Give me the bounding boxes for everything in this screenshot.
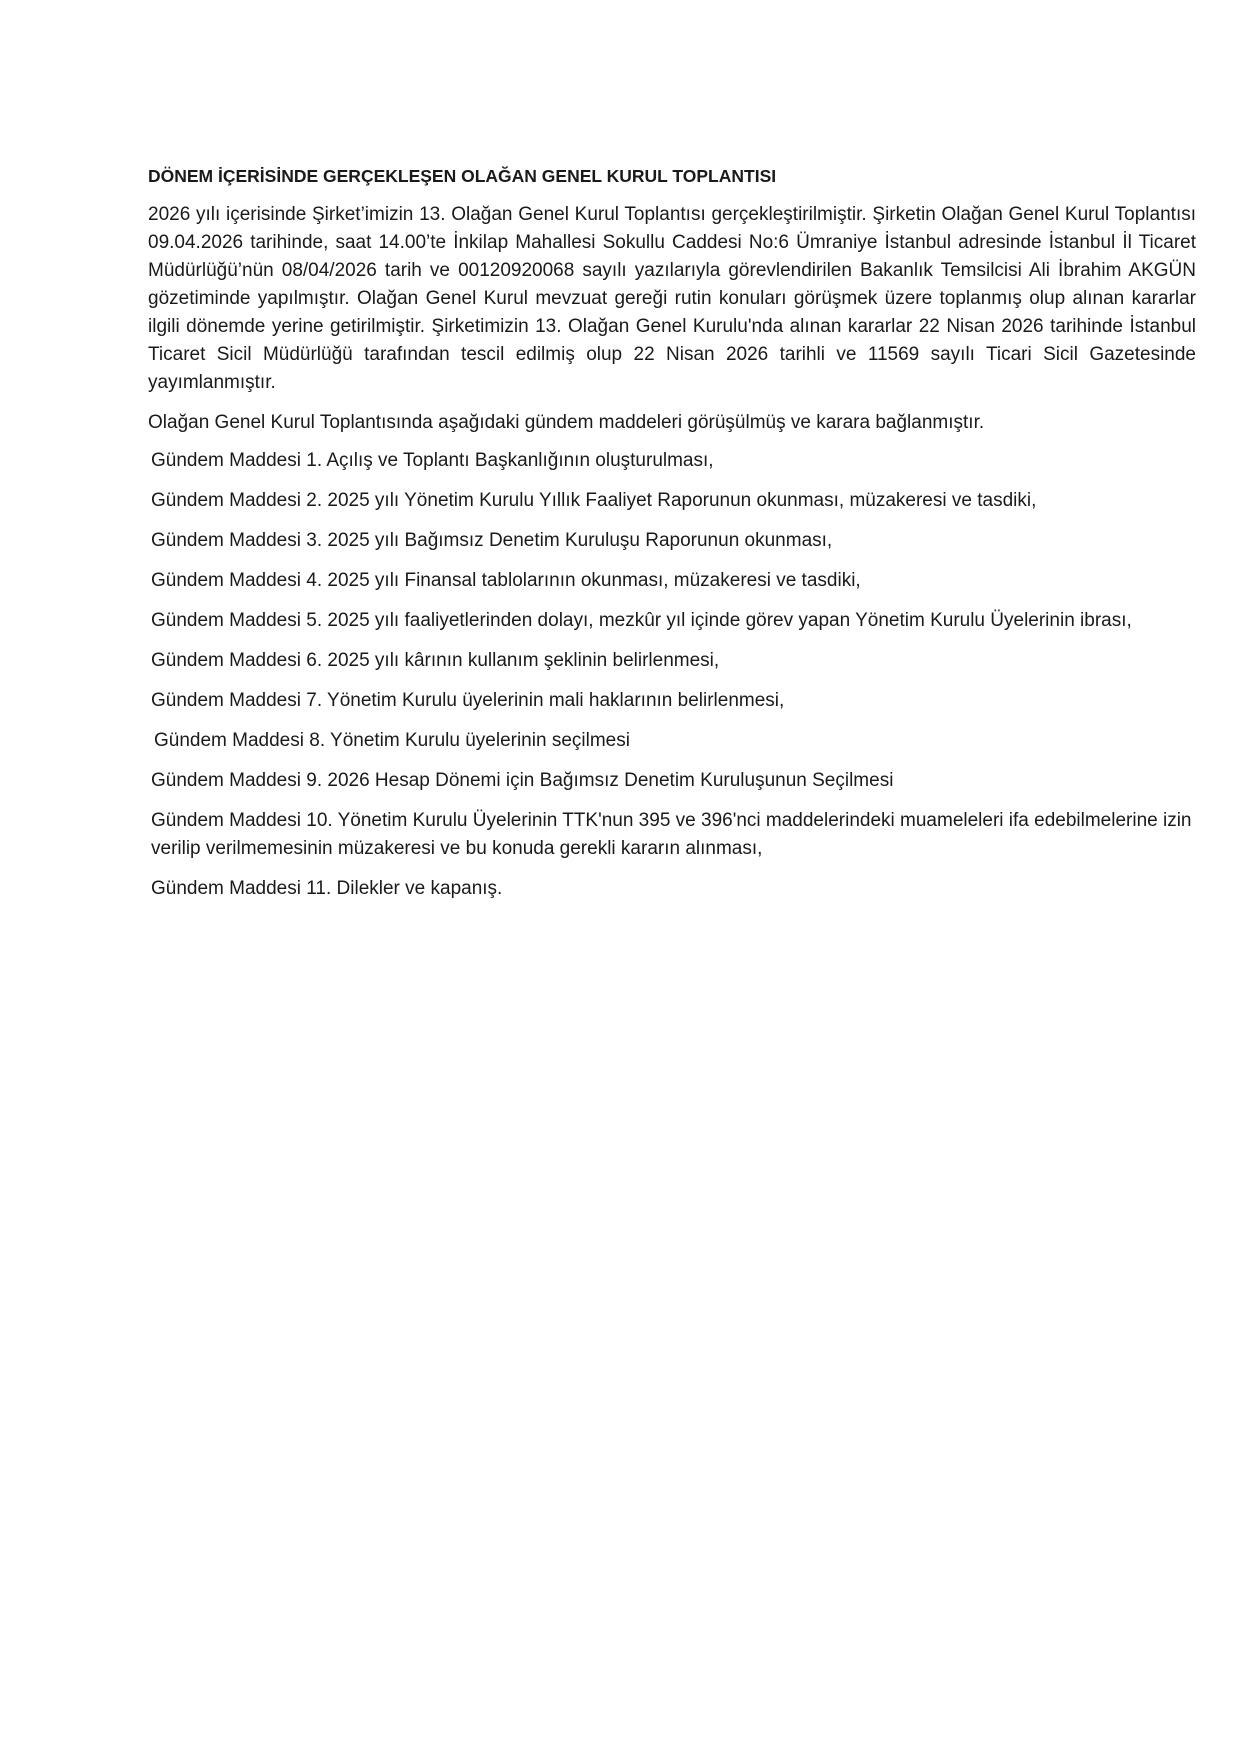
agenda-item-11: Gündem Maddesi 11. Dilekler ve kapanış. xyxy=(151,878,503,899)
agenda-item-8: Gündem Maddesi 8. Yönetim Kurulu üyelerinin seçilmesi xyxy=(154,730,630,751)
agenda-item-4: Gündem Maddesi 4. 2025 yılı Finansal tablolarının okunması, müzakeresi ve tasdiki, xyxy=(151,570,861,591)
agenda-item-7: Gündem Maddesi 7. Yönetim Kurulu üyelerinin mali haklarının belirlenmesi, xyxy=(151,690,785,711)
document-page xyxy=(148,164,1196,915)
agenda-item-1: Gündem Maddesi 1. Açılış ve Toplantı Başkanlığının oluşturulması, xyxy=(151,450,714,471)
intro-paragraph: 2026 yılı içerisinde Şirket’imizin 13. Olağan Genel Kurul Toplantısı gerçekleştirilmiştir. Şirketin Olağan Genel Kurul Toplantısı 09.04.2026 tarihinde, saat 14.00’te İnkilap Mahallesi Sokullu Caddesi No:6 Ümraniye İstanbul adresinde İstanbul İl Ticaret Müdürlüğü’nün 08/04/2026 tarih ve 00120920068 sayılı yazılarıyla görevlendirilen Bakanlık Temsilcisi Ali İbrahim AKGÜN gözetiminde yapılmıştır. Olağan Genel Kurul mevzuat gereği rutin konuları görüşmek üzere toplanmış olup alınan kararlar ilgili dönemde yerine getirilmiştir. Şirketimizin 13. Olağan Genel Kurulu'nda alınan kararlar 22 Nisan 2026 tarihinde İstanbul Ticaret Sicil Müdürlüğü tarafından tescil edilmiş olup 22 Nisan 2026 tarihli ve 11569 sayılı Ticari Sicil Gazetesinde yayımlanmıştır. xyxy=(148,204,1196,393)
agenda-item-5: Gündem Maddesi 5. 2025 yılı faaliyetlerinden dolayı, mezkûr yıl içinde görev yapan Yönetim Kurulu Üyelerinin ibrası, xyxy=(151,610,1132,631)
agenda-lead: Olağan Genel Kurul Toplantısında aşağıdaki gündem maddeleri görüşülmüş ve karara bağlanmıştır. xyxy=(148,412,985,433)
document-heading: DÖNEM İÇERİSİNDE GERÇEKLEŞEN OLAĞAN GENEL KURUL TOPLANTISI xyxy=(148,166,777,186)
agenda-item-2: Gündem Maddesi 2. 2025 yılı Yönetim Kurulu Yıllık Faaliyet Raporunun okunması, müzakeresi ve tasdiki, xyxy=(151,490,1037,511)
agenda-list xyxy=(148,447,1196,903)
agenda-item-10: Gündem Maddesi 10. Yönetim Kurulu Üyelerinin TTK'nun 395 ve 396'nci maddelerindeki muameleleri ifa edebilmelerine izin verilip verilmemesinin müzakeresi ve bu konuda gerekli kararın alınması, xyxy=(151,810,1192,859)
agenda-item-3: Gündem Maddesi 3. 2025 yılı Bağımsız Denetim Kuruluşu Raporunun okunması, xyxy=(151,530,833,551)
agenda-item-9: Gündem Maddesi 9. 2026 Hesap Dönemi için Bağımsız Denetim Kuruluşunun Seçilmesi xyxy=(151,770,894,791)
agenda-item-6: Gündem Maddesi 6. 2025 yılı kârının kullanım şeklinin belirlenmesi, xyxy=(151,650,720,671)
